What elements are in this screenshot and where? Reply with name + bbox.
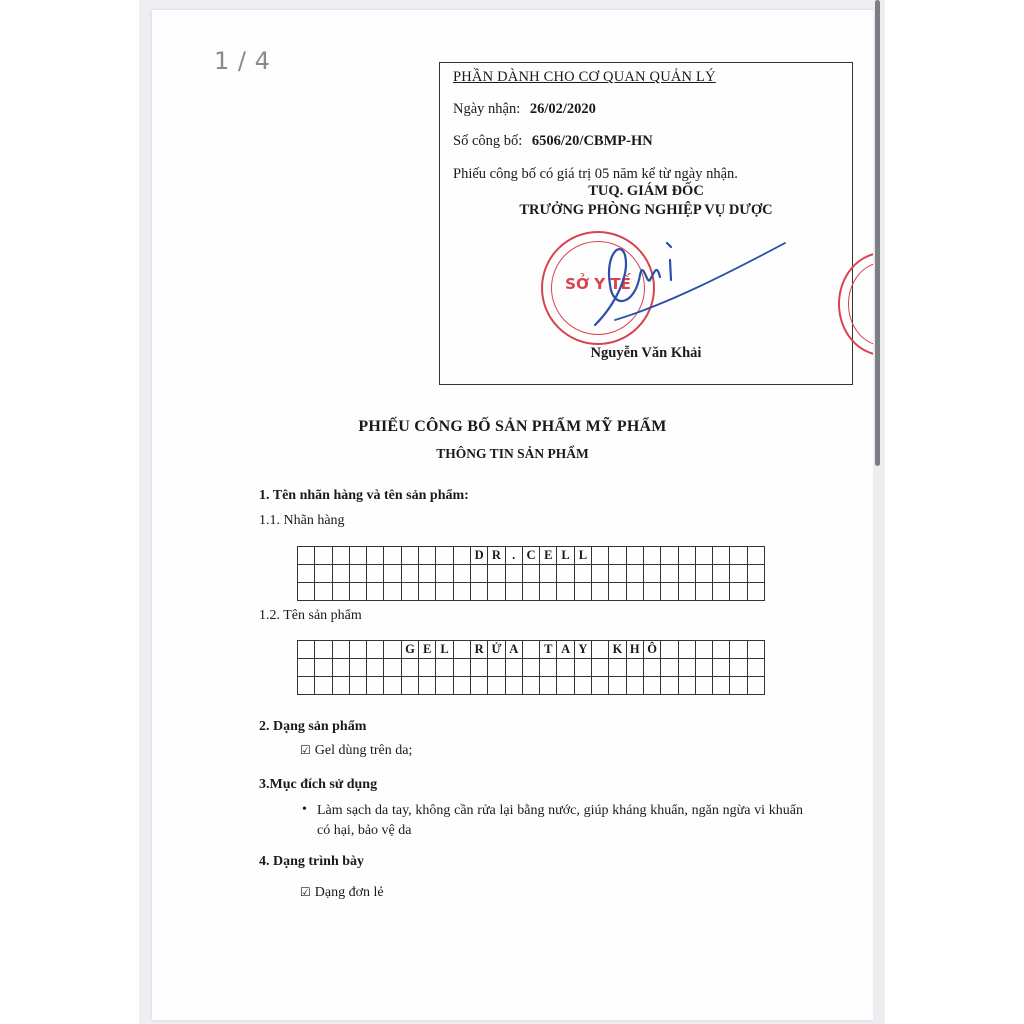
grid-cell	[748, 659, 765, 677]
grid-cell: L	[575, 547, 592, 565]
grid-cell	[748, 547, 765, 565]
grid-cell	[350, 659, 367, 677]
grid-cell	[419, 677, 436, 695]
grid-cell	[488, 583, 505, 601]
grid-cell	[679, 583, 696, 601]
grid-cell	[575, 659, 592, 677]
grid-cell	[609, 565, 626, 583]
section-2-heading: 2. Dạng sản phẩm	[259, 719, 367, 734]
grid-cell	[713, 659, 730, 677]
grid-cell	[592, 677, 609, 695]
signer-name: Nguyễn Văn Khải	[590, 345, 702, 361]
checked-box-icon: ☑	[300, 743, 311, 757]
authority-line-2: TRƯỞNG PHÒNG NGHIỆP VỤ DƯỢC	[519, 202, 773, 218]
grid-cell	[557, 565, 574, 583]
grid-cell	[315, 641, 332, 659]
grid-cell	[419, 659, 436, 677]
section-4-heading: 4. Dạng trình bày	[259, 854, 365, 869]
document-subtitle: THÔNG TIN SẢN PHẨM	[436, 446, 589, 461]
received-date-label: Ngày nhận:	[453, 101, 521, 117]
grid-cell	[402, 565, 419, 583]
grid-cell	[384, 659, 401, 677]
grid-cell	[298, 659, 315, 677]
grid-cell: A	[557, 641, 574, 659]
grid-cell	[367, 583, 384, 601]
grid-cell	[627, 659, 644, 677]
grid-cell	[575, 677, 592, 695]
grid-cell: L	[436, 641, 453, 659]
grid-cell	[298, 583, 315, 601]
grid-cell	[471, 659, 488, 677]
grid-cell	[315, 547, 332, 565]
grid-cell: A	[506, 641, 523, 659]
grid-cell	[384, 583, 401, 601]
section-1-heading: 1. Tên nhãn hàng và tên sản phẩm:	[259, 488, 469, 503]
grid-cell	[696, 677, 713, 695]
grid-cell	[384, 677, 401, 695]
grid-cell	[644, 583, 661, 601]
grid-cell: C	[523, 547, 540, 565]
received-date-line	[453, 101, 596, 118]
grid-cell	[523, 565, 540, 583]
authority-line-1: TUQ. GIÁM ĐỐC	[588, 183, 704, 199]
grid-cell	[730, 565, 747, 583]
grid-cell	[713, 677, 730, 695]
grid-cell	[592, 547, 609, 565]
grid-cell	[419, 583, 436, 601]
grid-cell	[661, 565, 678, 583]
document-title: PHIẾU CÔNG BỐ SẢN PHẨM MỸ PHẨM	[358, 418, 667, 435]
grid-cell	[436, 583, 453, 601]
grid-cell	[350, 641, 367, 659]
product-form-item	[300, 743, 412, 759]
admin-box	[439, 62, 853, 385]
grid-cell: H	[627, 641, 644, 659]
admin-box-title: PHẦN DÀNH CHO CƠ QUAN QUẢN LÝ	[453, 69, 716, 85]
grid-cell	[333, 659, 350, 677]
grid-cell	[730, 547, 747, 565]
section-3-heading: 3.Mục đích sử dụng	[259, 777, 378, 792]
grid-cell	[506, 677, 523, 695]
grid-cell	[454, 641, 471, 659]
grid-cell	[367, 659, 384, 677]
grid-cell	[592, 565, 609, 583]
presentation-form-item	[300, 885, 384, 901]
grid-cell	[609, 677, 626, 695]
page-indicator: 1 / 4	[214, 47, 271, 75]
grid-cell	[696, 583, 713, 601]
grid-cell	[436, 677, 453, 695]
grid-cell	[454, 583, 471, 601]
grid-cell: .	[506, 547, 523, 565]
grid-cell	[540, 677, 557, 695]
grid-cell	[436, 565, 453, 583]
brand-name-grid	[297, 546, 765, 601]
product-form-text: Gel dùng trên da;	[314, 743, 413, 758]
grid-cell	[333, 565, 350, 583]
grid-cell	[350, 547, 367, 565]
scrollbar-thumb[interactable]	[875, 0, 880, 466]
grid-cell	[730, 659, 747, 677]
grid-cell	[661, 583, 678, 601]
grid-cell: Y	[575, 641, 592, 659]
grid-cell	[713, 565, 730, 583]
grid-cell	[696, 659, 713, 677]
grid-cell	[384, 565, 401, 583]
grid-cell	[557, 583, 574, 601]
grid-cell	[471, 565, 488, 583]
grid-cell	[436, 659, 453, 677]
grid-cell	[367, 547, 384, 565]
grid-cell: G	[402, 641, 419, 659]
grid-cell	[644, 547, 661, 565]
grid-cell: R	[488, 547, 505, 565]
grid-cell	[575, 583, 592, 601]
grid-cell	[315, 659, 332, 677]
grid-cell	[696, 547, 713, 565]
grid-cell	[679, 677, 696, 695]
grid-cell	[696, 565, 713, 583]
grid-cell	[713, 641, 730, 659]
grid-cell	[679, 641, 696, 659]
grid-cell	[644, 659, 661, 677]
grid-cell	[679, 547, 696, 565]
grid-cell	[384, 641, 401, 659]
grid-cell: D	[471, 547, 488, 565]
grid-cell	[627, 547, 644, 565]
grid-cell	[748, 583, 765, 601]
presentation-form-text: Dạng đơn lẻ	[314, 885, 384, 900]
grid-cell	[488, 659, 505, 677]
grid-cell	[627, 677, 644, 695]
grid-cell	[454, 659, 471, 677]
grid-cell	[540, 659, 557, 677]
grid-cell	[748, 641, 765, 659]
grid-cell: Ô	[644, 641, 661, 659]
grid-cell: E	[540, 547, 557, 565]
grid-cell	[679, 659, 696, 677]
grid-cell	[506, 659, 523, 677]
grid-cell	[454, 547, 471, 565]
grid-cell	[575, 565, 592, 583]
grid-cell	[523, 583, 540, 601]
validity-note: Phiếu công bố có giá trị 05 năm kể từ ngày nhận.	[453, 166, 738, 182]
grid-cell	[298, 641, 315, 659]
grid-cell	[627, 583, 644, 601]
grid-cell	[592, 659, 609, 677]
grid-cell	[488, 677, 505, 695]
grid-cell	[506, 583, 523, 601]
grid-cell	[557, 677, 574, 695]
grid-cell	[350, 583, 367, 601]
grid-cell	[627, 565, 644, 583]
grid-cell	[333, 641, 350, 659]
grid-cell	[402, 659, 419, 677]
grid-cell	[609, 547, 626, 565]
grid-cell	[419, 547, 436, 565]
grid-cell	[402, 677, 419, 695]
product-name-grid	[297, 640, 765, 695]
grid-cell	[488, 565, 505, 583]
grid-cell: E	[419, 641, 436, 659]
grid-cell: Ử	[488, 641, 505, 659]
grid-cell	[748, 565, 765, 583]
grid-cell	[523, 641, 540, 659]
grid-cell	[333, 547, 350, 565]
grid-cell	[471, 677, 488, 695]
grid-cell	[315, 677, 332, 695]
grid-cell	[644, 677, 661, 695]
grid-cell	[696, 641, 713, 659]
grid-cell	[436, 547, 453, 565]
grid-cell	[402, 547, 419, 565]
grid-cell	[298, 677, 315, 695]
grid-cell	[661, 659, 678, 677]
brand-label: 1.1. Nhãn hàng	[259, 513, 345, 528]
grid-cell	[333, 583, 350, 601]
grid-cell	[713, 547, 730, 565]
grid-cell	[454, 565, 471, 583]
grid-cell: T	[540, 641, 557, 659]
grid-cell	[471, 583, 488, 601]
grid-cell	[315, 583, 332, 601]
grid-cell	[540, 565, 557, 583]
grid-cell	[419, 565, 436, 583]
grid-cell: R	[471, 641, 488, 659]
bullet-icon: •	[302, 802, 307, 817]
grid-cell	[730, 641, 747, 659]
registration-number-label: Số công bố:	[453, 133, 523, 149]
grid-cell	[592, 583, 609, 601]
checked-box-icon: ☑	[300, 885, 311, 899]
registration-number-value: 6506/20/CBMP-HN	[531, 133, 653, 149]
grid-cell	[367, 677, 384, 695]
grid-cell	[661, 677, 678, 695]
grid-cell	[748, 677, 765, 695]
grid-cell	[523, 659, 540, 677]
product-name-label: 1.2. Tên sản phẩm	[259, 608, 362, 623]
signature-icon	[575, 235, 795, 335]
grid-cell	[367, 641, 384, 659]
grid-cell	[609, 659, 626, 677]
grid-cell	[315, 565, 332, 583]
grid-cell	[661, 547, 678, 565]
grid-cell	[333, 677, 350, 695]
grid-cell	[367, 565, 384, 583]
grid-cell	[384, 547, 401, 565]
grid-cell	[298, 565, 315, 583]
grid-cell	[523, 677, 540, 695]
grid-cell	[730, 583, 747, 601]
grid-cell: L	[557, 547, 574, 565]
grid-cell	[298, 547, 315, 565]
grid-cell	[644, 565, 661, 583]
grid-cell	[557, 659, 574, 677]
grid-cell	[350, 677, 367, 695]
grid-cell	[679, 565, 696, 583]
stamp-label: SỞ Y TẾ	[565, 274, 631, 293]
grid-cell	[661, 641, 678, 659]
grid-cell	[454, 677, 471, 695]
grid-cell	[730, 677, 747, 695]
grid-cell	[540, 583, 557, 601]
grid-cell	[592, 641, 609, 659]
grid-cell	[713, 583, 730, 601]
grid-cell: K	[609, 641, 626, 659]
grid-cell	[350, 565, 367, 583]
received-date-value: 26/02/2020	[529, 101, 596, 117]
grid-cell	[506, 565, 523, 583]
usage-purpose-text: Làm sạch da tay, không cần rửa lại bằng nước, giúp kháng khuẩn, ngăn ngừa vi khuẩn có hại, bảo vệ da	[317, 803, 803, 838]
registration-number-line	[453, 133, 653, 150]
grid-cell	[402, 583, 419, 601]
grid-cell	[609, 583, 626, 601]
